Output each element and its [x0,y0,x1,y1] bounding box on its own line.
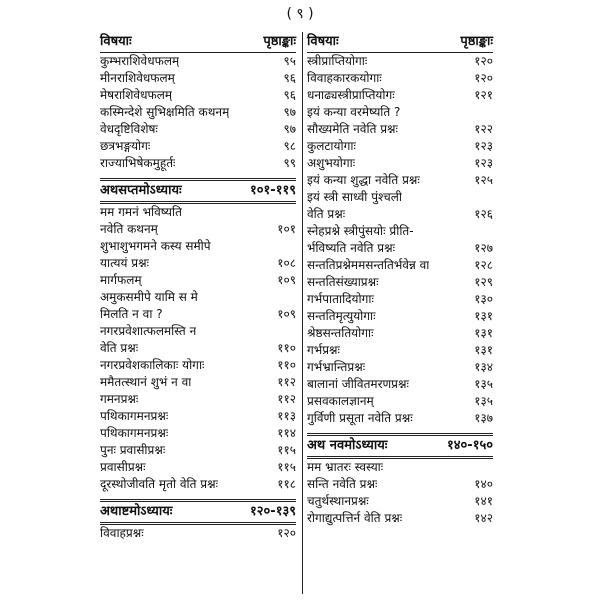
entry-topic: कस्मिन्देशे सुभिक्षमिति कथनम् [100,105,230,119]
page-heading: पृष्ठाङ्काः [460,34,493,49]
topic-heading: विषयाः [100,34,132,49]
index-entry [307,53,493,70]
entry-topic: मार्गफलम् [100,273,142,287]
entry-topic: वेधदृष्टिविशेषः [100,122,158,136]
entry-topic: कुम्भराशिवेधफलम् [100,54,180,68]
entry-page-number: ११३ [277,409,296,423]
index-entry [100,104,296,121]
index-entry [307,459,493,476]
entry-topic: धनाढ्यस्त्रीप्राप्तियोगः [307,88,395,102]
entry-page-number: १३५ [474,394,493,408]
entry-page-number: १२५ [474,173,493,187]
entry-topic: वेति प्रश्नः [307,207,346,221]
index-entry [307,274,493,291]
entry-topic: प्रवासीप्रश्नः [100,460,146,474]
index-entry [100,323,296,340]
entry-topic: श्रेष्ठसन्ततियोगाः [307,326,374,340]
page-heading: पृष्ठाङ्काः [263,34,296,49]
entry-topic: प्रसवकालज्ञानम् [307,394,374,408]
entry-page-number: ९९ [283,156,296,170]
entry-topic: गुर्विणी प्रसूता नवेति प्रश्नः [307,411,413,425]
entry-topic: चतुर्थस्थानप्रश्नः [307,494,369,508]
index-entry [307,291,493,308]
entry-topic: गर्भभ्रान्तिप्रश्नः [307,360,366,374]
index-entry [307,376,493,393]
index-entry [307,155,493,172]
section-heading [100,502,296,522]
index-entry [307,325,493,342]
entry-page-number: ११५ [277,443,296,457]
index-entry [307,476,493,493]
right-header [307,32,493,52]
index-entry [100,155,296,172]
index-entry [307,121,493,138]
index-entry [307,510,493,527]
index-entry [100,204,296,221]
entry-topic: मेषराशिवेधफलम् [100,88,173,102]
index-entry [100,70,296,87]
entry-page-number: ११० [277,358,296,372]
entry-topic: यात्ययं प्रश्नः [100,256,150,270]
entry-page-number: १०८ [277,256,296,270]
index-entry [100,476,296,493]
entry-topic: पथिकागमनप्रश्नः [100,426,169,440]
entry-page-number: १३० [474,292,493,306]
entry-topic: गर्भपातादियोगाः [307,292,374,306]
entry-topic: बालानां जीवितमरणप्रश्नः [307,377,409,391]
index-entry [307,70,493,87]
entry-topic: मम गमनं भविष्यति [100,205,182,219]
index-entry [100,442,296,459]
entry-page-number: ११० [277,341,296,355]
entry-page-number: १२० [474,54,493,68]
index-entry [307,359,493,376]
index-entry [100,238,296,255]
index-entry [100,425,296,442]
right-column [307,32,493,527]
index-entry [307,87,493,104]
entry-topic: सन्ततिसंख्याप्रश्नः [307,275,379,289]
left-list-b [100,204,296,493]
entry-page-number: १०९ [277,307,296,321]
entry-topic: अशुभयोगाः [307,156,356,170]
index-entry [100,357,296,374]
entry-page-number: १४० [474,477,493,491]
entry-page-number: ११५ [277,460,296,474]
section-range: १२०-१३९ [250,504,296,519]
entry-page-number: १२९ [474,275,493,289]
entry-topic: सन्ति नवेति प्रश्नः [307,477,378,491]
index-entry [307,240,493,257]
entry-page-number: ११८ [277,477,296,491]
left-column [100,32,296,542]
left-list-c [100,525,296,542]
index-entry [100,138,296,155]
entry-topic: नगरप्रवेशात्फलमस्ति न [100,324,197,338]
entry-topic: इयं स्त्री साध्वी पुंश्चली [307,190,402,204]
entry-topic: पथिकागमनप्रश्नः [100,409,169,423]
entry-topic: विवाहप्रश्नः [100,526,144,540]
entry-page-number: १३१ [474,343,493,357]
index-entry [100,306,296,323]
entry-page-number: १३५ [474,377,493,391]
entry-topic: नगरप्रवेशकालिकाः योगाः [100,358,205,372]
entry-topic: स्त्रीप्राप्तियोगाः [307,54,368,68]
section-range: १४०-१५० [447,438,493,453]
section-range: १०१-११९ [250,183,296,198]
entry-page-number: ९६ [283,71,296,85]
index-entry [100,121,296,138]
entry-page-number: १२३ [474,156,493,170]
entry-topic: कुलटायोगाः [307,139,356,153]
entry-page-number: १३४ [474,360,493,374]
entry-topic: मम भ्रातरः स्वस्याः [307,460,384,474]
index-entry [100,272,296,289]
entry-page-number: १२० [277,526,296,540]
entry-page-number: १२३ [474,139,493,153]
entry-topic: र्भविष्यति नवेति प्रश्नः [307,241,396,255]
index-entry [307,172,493,189]
entry-page-number: १४२ [474,511,493,525]
entry-topic: ममैतत्स्थानं शुभं न वा [100,375,192,389]
entry-page-number: १०९ [277,273,296,287]
index-entry [100,340,296,357]
entry-topic: अमुकसमीपे यामि स मे [100,290,198,304]
entry-page-number: १३१ [474,309,493,323]
index-entry [307,257,493,274]
section-title: अथसप्तमोऽध्यायः [100,183,182,198]
entry-page-number: ९७ [283,122,296,136]
entry-page-number: ९५ [283,54,296,68]
index-entry [307,223,493,240]
index-entry [100,289,296,306]
entry-page-number: १२६ [474,207,493,221]
entry-topic: वेति प्रश्नः [100,341,139,355]
entry-topic: पुनः प्रवासीप्रश्नः [100,443,166,457]
entry-topic: रोगाद्युत्पत्तिर्न वेति प्रश्नः [307,511,403,525]
right-list-b [307,459,493,527]
entry-page-number: १२१ [474,88,493,102]
right-list-a [307,53,493,427]
index-entry [100,525,296,542]
index-entry [100,408,296,425]
entry-topic: राज्याभिषेकमुहूर्तः [100,156,176,170]
entry-topic: सौख्यमेति नवेति प्रश्नः [307,122,398,136]
entry-topic: दूरस्थोजीवति मृतो वेति प्रश्नः [100,477,219,491]
index-entry [100,374,296,391]
index-entry [100,87,296,104]
page-number: ( ९ ) [286,6,314,22]
index-entry [307,410,493,427]
entry-page-number: १०१ [277,222,296,236]
entry-page-number: १३७ [474,411,493,425]
entry-topic: सन्ततिप्रश्नेममसन्ततिर्भवेन्न वा [307,258,430,272]
section-heading [100,181,296,201]
entry-topic: नवेति कथनम् [100,222,158,236]
entry-page-number: १४१ [474,494,493,508]
entry-topic: छत्रभङ्गयोगः [100,139,151,153]
index-entry [307,493,493,510]
entry-topic: शुभाशुभगमने कस्य समीपे [100,239,211,253]
index-entry [307,104,493,121]
entry-topic: स्नेहप्रश्ने स्त्रीपुंसयोः प्रीति- [307,224,414,238]
entry-page-number: १२७ [474,241,493,255]
entry-topic: मिलति न वा ? [100,307,163,321]
index-entry [307,393,493,410]
left-header [100,32,296,52]
section-title: अथ नवमोऽध्यायः [307,438,388,453]
entry-topic: इयं कन्या वरमेष्यति ? [307,105,401,119]
entry-page-number: ११२ [277,375,296,389]
index-entry [307,189,493,206]
index-entry [100,53,296,70]
index-entry [100,255,296,272]
entry-page-number: ११२ [277,392,296,406]
entry-topic: सन्ततिमृत्युयोगाः [307,309,376,323]
entry-page-number: १२२ [474,122,493,136]
entry-page-number: ११४ [277,426,296,440]
entry-page-number: ९८ [283,139,296,153]
entry-topic: विवाहकारकयोगाः [307,71,382,85]
entry-topic: मीनराशिवेधफलम् [100,71,175,85]
index-entry [307,138,493,155]
index-entry [100,221,296,238]
section-heading [307,436,493,456]
index-entry [307,342,493,359]
column-divider [302,32,303,594]
topic-heading: विषयाः [307,34,339,49]
entry-page-number: ९७ [283,105,296,119]
entry-page-number: ९६ [283,88,296,102]
index-entry [100,391,296,408]
entry-page-number: १३१ [474,326,493,340]
index-entry [307,308,493,325]
section-title: अथाष्टमोऽध्यायः [100,504,173,519]
left-list-a [100,53,296,172]
entry-page-number: १२८ [474,258,493,272]
entry-page-number: १२० [474,71,493,85]
entry-topic: गमनप्रश्नः [100,392,139,406]
index-entry [100,459,296,476]
index-entry [307,206,493,223]
entry-topic: इयं कन्या शुद्धा नवेति प्रश्नः [307,173,420,187]
entry-topic: गर्भप्रश्नः [307,343,340,357]
